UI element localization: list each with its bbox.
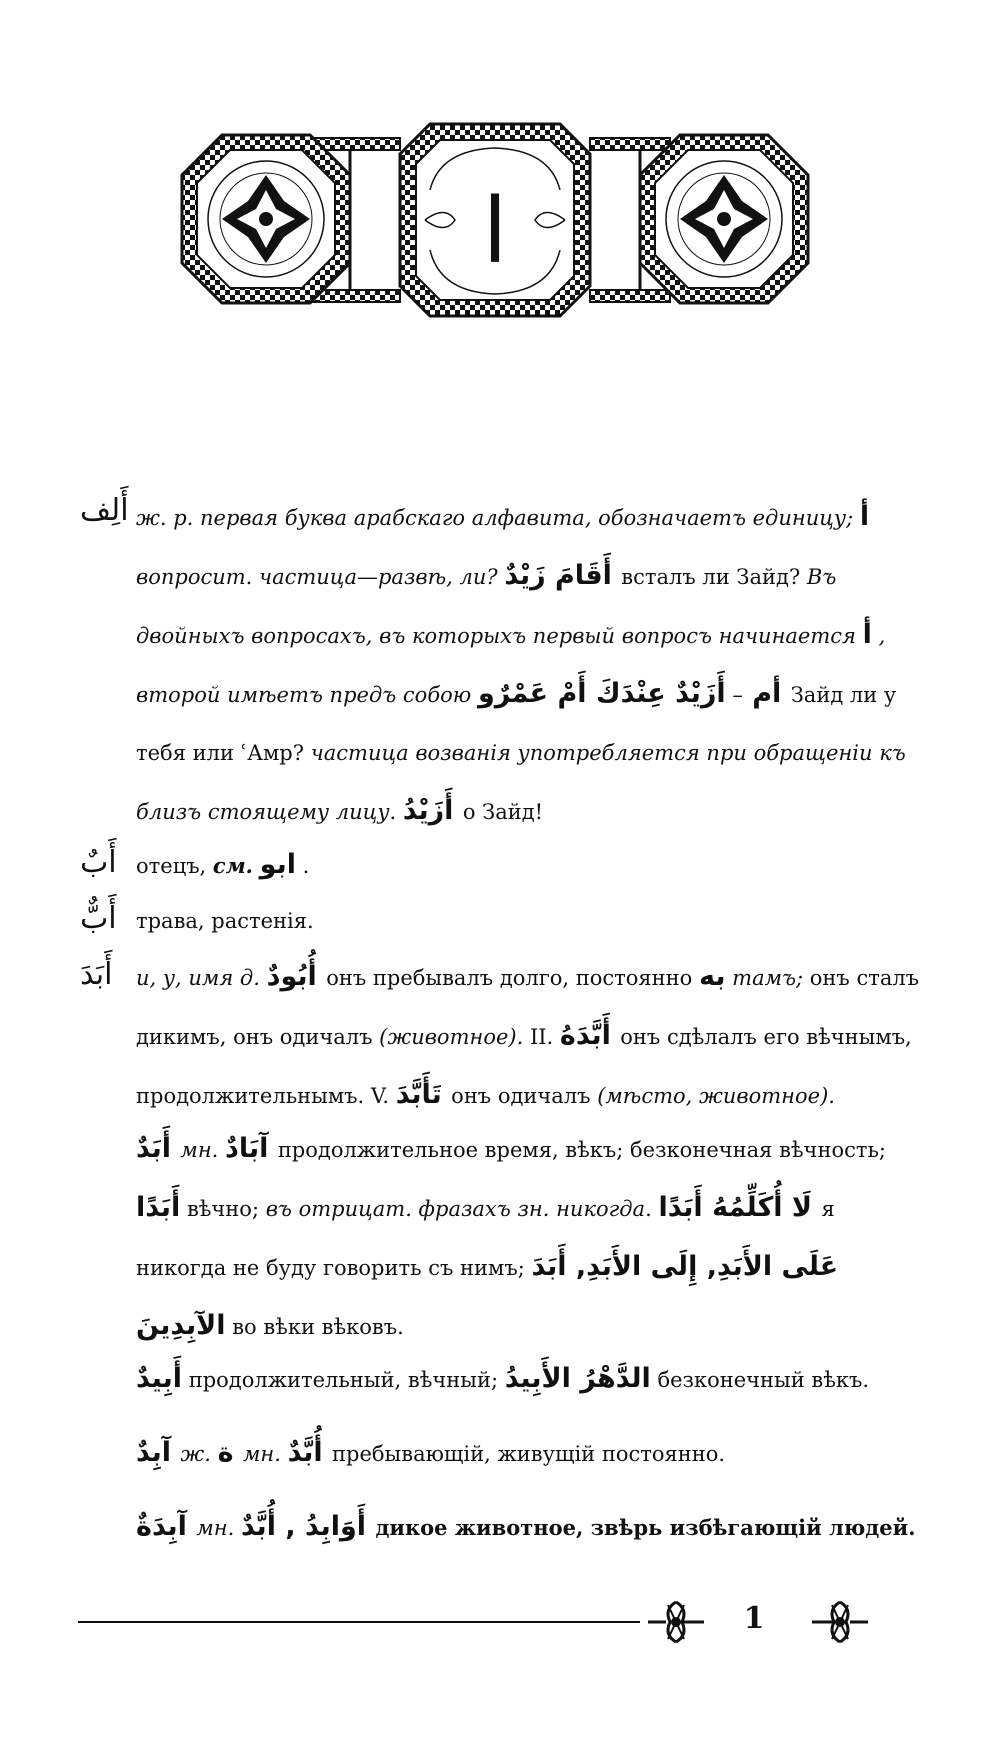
header-ornament bbox=[0, 0, 1000, 360]
arabic-segment: أ bbox=[862, 619, 872, 650]
entry-abad bbox=[80, 1120, 920, 1340]
text-segment: ж. р. первая буква арабскаго алфавита, обозначаетъ единицу; bbox=[136, 506, 854, 530]
footer-rule bbox=[78, 1621, 640, 1623]
arabic-segment: أَبِيدٌ bbox=[136, 1363, 183, 1394]
arabic-segment: عَلَى الأَبَدِ, إِلَى الأَبَدِ, أَبَدَ الآبِدِينَ bbox=[136, 1251, 839, 1341]
arabic-segment: أُبَّدٌ bbox=[287, 1437, 333, 1468]
text-segment: онъ одичалъ bbox=[451, 1084, 598, 1108]
headword: أَلِف bbox=[80, 493, 129, 528]
arabic-segment: ة bbox=[217, 1437, 243, 1468]
entry-abid bbox=[80, 1350, 920, 1410]
text-segment: отецъ, bbox=[136, 854, 213, 878]
text-segment: – bbox=[725, 683, 743, 707]
arabic-segment: أَقَامَ زَيْدٌ bbox=[504, 560, 622, 591]
text-segment: о Зайд! bbox=[462, 800, 544, 824]
text-segment: вѣчно; bbox=[186, 1197, 266, 1221]
arabic-segment: أَبَدٌ bbox=[136, 1133, 181, 1164]
arabic-segment: أَبَدًا bbox=[136, 1192, 181, 1223]
text-segment: онъ сталъ дикимъ, онъ одичалъ bbox=[136, 966, 920, 1049]
arabic-segment: لَا أُكَلِّمُهُ أَبَدًا bbox=[658, 1192, 822, 1223]
entry-abid-participle bbox=[80, 1424, 920, 1484]
text-segment: (мѣсто, животное). bbox=[597, 1084, 835, 1108]
arabic-segment: آبَادٌ bbox=[225, 1133, 278, 1164]
entry-abada bbox=[80, 948, 920, 1128]
fleuron-icon bbox=[646, 1597, 706, 1647]
text-segment: продолжительный, вѣчный; bbox=[188, 1368, 505, 1392]
text-segment: (животное). bbox=[379, 1025, 524, 1049]
text-segment: онъ пребывалъ долго, постоянно bbox=[326, 966, 699, 990]
text-segment: мн. bbox=[196, 1516, 235, 1540]
entry-abb bbox=[80, 892, 920, 950]
text-segment: Зайд ли у тебя или ʿАмр? bbox=[136, 683, 897, 765]
text-segment: мн. bbox=[180, 1138, 219, 1162]
page-number: 1 bbox=[743, 1601, 765, 1636]
arabic-segment: أم bbox=[742, 678, 782, 709]
entry-alif bbox=[80, 488, 920, 828]
text-segment: трава, растенія. bbox=[136, 909, 314, 933]
headword: أَبٌّ bbox=[80, 901, 117, 936]
fleuron-icon bbox=[810, 1597, 870, 1647]
arabic-segment: أَزَيْدٌ عِنْدَكَ أَمْ عَمْرٌو bbox=[477, 678, 791, 709]
arabic-segment: الدَّهْرُ الأَبِيدُ bbox=[504, 1363, 651, 1394]
arabic-segment: به bbox=[698, 961, 726, 992]
text-segment: и, у, имя д. bbox=[136, 966, 260, 990]
text-segment: ж. bbox=[180, 1442, 211, 1466]
text-segment: см. bbox=[212, 853, 253, 878]
text-segment: Въ двойныхъ вопросахъ, въ которыхъ первый вопросъ начинается bbox=[136, 565, 863, 648]
arabic-segment: أَزَيْدُ bbox=[402, 795, 463, 826]
arabic-segment: أُبُودٌ bbox=[266, 961, 327, 992]
entry-body bbox=[136, 1424, 926, 1483]
headword: أَبٌ bbox=[80, 845, 117, 880]
left-rosette-icon bbox=[182, 135, 350, 303]
text-segment: онъ сдѣлалъ его вѣчнымъ, продолжительнымъ. V. bbox=[136, 1025, 912, 1108]
arabic-segment: أَوَابِدُ , أُبَّدٌ bbox=[240, 1511, 376, 1542]
text-segment: , второй имѣетъ предъ собою bbox=[136, 624, 886, 707]
entry-body bbox=[136, 892, 926, 950]
text-segment: вопросит. частица—развѣ, ли? bbox=[136, 565, 498, 589]
entry-body bbox=[136, 1498, 926, 1557]
text-segment: . bbox=[302, 854, 310, 878]
text-segment: безконечный вѣкъ. bbox=[657, 1368, 870, 1392]
arabic-segment: آبِدَةٌ bbox=[136, 1511, 197, 1542]
arabic-segment: آبِدٌ bbox=[136, 1437, 181, 1468]
right-rosette-icon bbox=[640, 135, 808, 303]
header-letter: ا bbox=[482, 179, 508, 284]
arabic-segment: أ bbox=[859, 501, 870, 532]
text-segment: во вѣки вѣковъ. bbox=[232, 1315, 404, 1339]
text-segment: въ отрицат. фразахъ зн. никогда. bbox=[265, 1197, 652, 1221]
text-segment: дикое животное, звѣрь избѣгающій людей. bbox=[375, 1515, 916, 1540]
headword: أَبَدَ bbox=[80, 957, 113, 992]
text-segment: пребывающій, живущій постоянно. bbox=[332, 1442, 726, 1466]
text-segment: тамъ; bbox=[732, 966, 804, 990]
entry-ab bbox=[80, 836, 920, 894]
text-segment: II. bbox=[529, 1025, 554, 1049]
text-segment: всталъ ли Зайд? bbox=[621, 565, 801, 589]
entry-body bbox=[136, 1120, 926, 1356]
entry-abida bbox=[80, 1498, 920, 1558]
text-segment: частица возванія употребляется при обращеніи къ близъ стоящему лицу. bbox=[136, 741, 906, 824]
arabic-segment: ابو bbox=[259, 849, 296, 880]
center-letter-frame bbox=[400, 124, 590, 316]
text-segment: продолжительное время, вѣкъ; безконечная вѣчность; bbox=[277, 1138, 886, 1162]
entry-body bbox=[136, 836, 926, 895]
arabic-segment: تَأَبَّدَ bbox=[395, 1079, 452, 1110]
arabic-segment: أَبَّدَهُ bbox=[559, 1020, 621, 1051]
entry-body bbox=[136, 1350, 926, 1409]
text-segment: мн. bbox=[243, 1442, 281, 1466]
entry-body bbox=[136, 948, 926, 1125]
text-segment: я никогда не буду говорить съ нимъ; bbox=[136, 1197, 835, 1280]
entry-body bbox=[136, 488, 926, 841]
